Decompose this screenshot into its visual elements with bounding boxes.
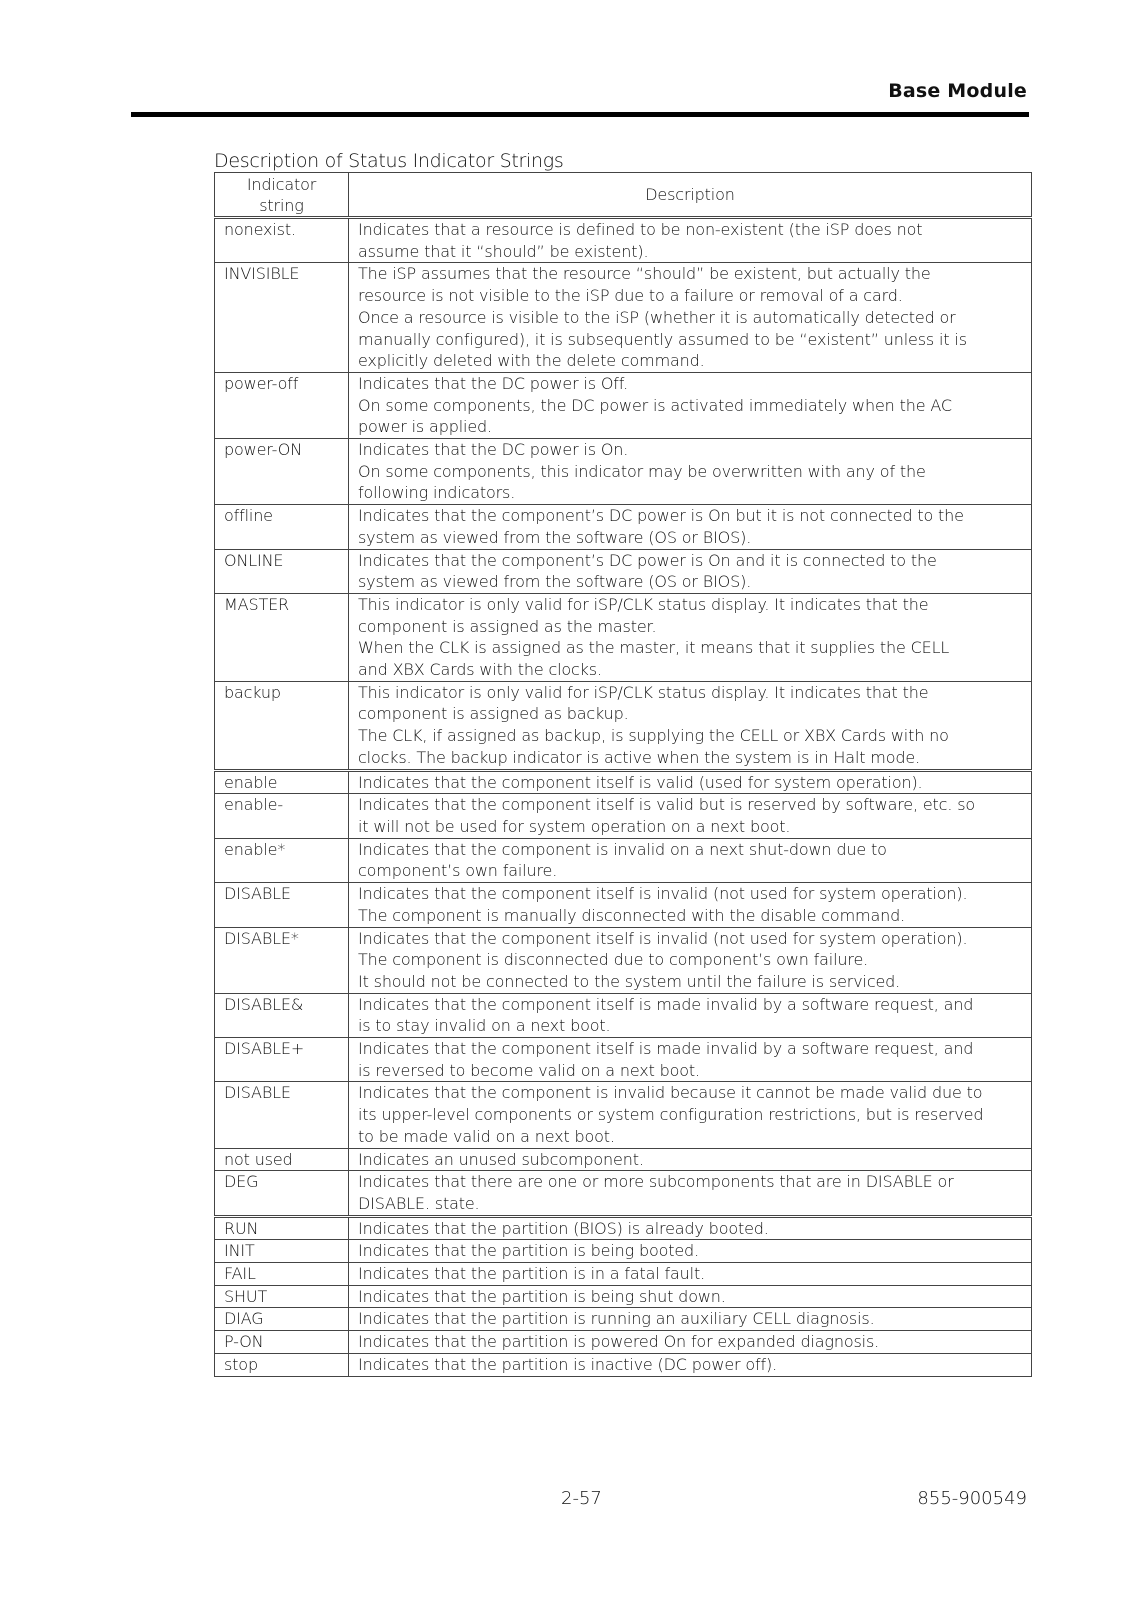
description-line: The CLK, if assigned as backup, is supplying the CELL or XBX Cards with no — [358, 726, 949, 746]
description-line: Indicates that a resource is defined to be non-existent (the iSP does not — [358, 220, 923, 239]
table-row — [215, 1216, 1032, 1240]
table-row — [215, 1148, 1032, 1171]
description-line: Indicates that the component itself is valid (used for system operation). — [358, 772, 923, 792]
description-cell — [349, 372, 1032, 438]
description-line: it will not be used for system operation on a next boot. — [358, 816, 791, 836]
indicator-cell: DISABLE* — [215, 927, 349, 993]
description-cell — [349, 1240, 1032, 1263]
description-line: power is applied. — [358, 417, 492, 437]
column-header-description: Description — [349, 173, 1032, 218]
indicator-cell: MASTER — [215, 593, 349, 681]
indicator-cell: stop — [215, 1353, 349, 1376]
description-line: Indicates that the partition is being shut down. — [358, 1286, 726, 1306]
table-row — [215, 1171, 1032, 1216]
column-header-indicator-line-1: Indicator — [246, 174, 317, 194]
description-cell — [349, 1308, 1032, 1331]
description-cell — [349, 263, 1032, 373]
description-cell — [349, 794, 1032, 838]
description-cell — [349, 1263, 1032, 1286]
table-row — [215, 794, 1032, 838]
indicator-cell: DISABLE — [215, 1082, 349, 1148]
indicator-cell: enable- — [215, 794, 349, 838]
description-line: Indicates that the partition is being booted. — [358, 1241, 700, 1261]
description-cell — [349, 439, 1032, 505]
table-row — [215, 1353, 1032, 1376]
description-line: Indicates that the component’s DC power is On and it is connected to the — [358, 550, 937, 570]
indicator-cell: power-ON — [215, 439, 349, 505]
indicator-cell: nonexist. — [215, 218, 349, 263]
table-row — [215, 1285, 1032, 1308]
indicator-cell: P-ON — [215, 1331, 349, 1354]
description-line: Indicates that the component itself is made invalid by a software request, and — [358, 994, 974, 1014]
header-title: Base Module — [888, 80, 1027, 102]
description-line: assume that it “should” be existent). — [358, 241, 649, 261]
table-row — [215, 263, 1032, 373]
description-line: Indicates that the component itself is invalid (not used for system operation). — [358, 884, 968, 904]
table-header-row — [215, 173, 1032, 218]
table-row — [215, 1308, 1032, 1331]
description-cell — [349, 838, 1032, 882]
description-cell — [349, 1285, 1032, 1308]
indicator-cell: DIAG — [215, 1308, 349, 1331]
indicator-cell: RUN — [215, 1216, 349, 1240]
description-line: Indicates that the component is invalid because it cannot be made valid due to — [358, 1083, 983, 1103]
description-line: Indicates that the partition is running an auxiliary CELL diagnosis. — [358, 1309, 875, 1329]
description-line: Indicates that the component itself is invalid (not used for system operation). — [358, 928, 968, 948]
description-line: When the CLK is assigned as the master, it means that it supplies the CELL — [358, 638, 950, 658]
table-caption: Description of Status Indicator Strings — [214, 150, 564, 172]
description-line: clocks. The backup indicator is active when the system is in Halt mode. — [358, 747, 921, 767]
description-line: It should not be connected to the system until the failure is serviced. — [358, 971, 901, 991]
table-row — [215, 505, 1032, 549]
description-cell — [349, 1082, 1032, 1148]
description-line: to be made valid on a next boot. — [358, 1126, 615, 1146]
column-header-indicator — [215, 173, 349, 218]
description-cell — [349, 1148, 1032, 1171]
indicator-cell: enable — [215, 770, 349, 794]
description-cell — [349, 681, 1032, 770]
description-line: component is assigned as backup. — [358, 704, 629, 724]
description-cell — [349, 993, 1032, 1037]
indicator-cell: DISABLE& — [215, 993, 349, 1037]
table-row — [215, 593, 1032, 681]
description-cell — [349, 1216, 1032, 1240]
description-cell — [349, 1171, 1032, 1216]
column-header-indicator-line-2: string — [259, 195, 304, 215]
description-line: resource is not visible to the iSP due to a failure or removal of a card. — [358, 286, 903, 306]
description-cell — [349, 505, 1032, 549]
description-line: system as viewed from the software (OS or BIOS). — [358, 572, 752, 592]
description-line: is reversed to become valid on a next boot. — [358, 1060, 700, 1080]
table-row — [215, 549, 1032, 593]
indicator-cell: DISABLE — [215, 883, 349, 927]
description-line: Indicates that the component’s DC power is On but it is not connected to the — [358, 506, 964, 526]
description-cell — [349, 1038, 1032, 1082]
indicator-cell: enable* — [215, 838, 349, 882]
description-line: Indicates that the partition (BIOS) is already booted. — [358, 1218, 769, 1238]
description-cell — [349, 1353, 1032, 1376]
table-row — [215, 1240, 1032, 1263]
description-line: Indicates that the partition is in a fatal fault. — [358, 1264, 706, 1284]
indicator-cell: power-off — [215, 372, 349, 438]
description-line: Indicates that the DC power is Off. — [358, 373, 629, 393]
description-line: system as viewed from the software (OS or BIOS). — [358, 527, 752, 547]
description-cell — [349, 218, 1032, 263]
indicator-cell: SHUT — [215, 1285, 349, 1308]
description-line: its upper-level components or system configuration restrictions, but is reserved — [358, 1105, 984, 1125]
table-row — [215, 993, 1032, 1037]
description-line: Indicates that the partition is inactive (DC power off). — [358, 1354, 778, 1374]
description-line: component’s own failure. — [358, 861, 558, 881]
description-line: Indicates that the partition is powered On for expanded diagnosis. — [358, 1332, 880, 1352]
document-number: 855-900549 — [917, 1488, 1027, 1509]
table-body — [215, 218, 1032, 1377]
table-row — [215, 218, 1032, 263]
indicator-cell: backup — [215, 681, 349, 770]
description-line: The component is disconnected due to component’s own failure. — [358, 950, 869, 970]
description-line: Indicates that there are one or more subcomponents that are in DISABLE or — [358, 1172, 954, 1192]
description-line: This indicator is only valid for iSP/CLK status display. It indicates that the — [358, 594, 929, 614]
table-row — [215, 1038, 1032, 1082]
header-rule — [131, 112, 1029, 117]
description-line: On some components, the DC power is activated immediately when the AC — [358, 395, 952, 415]
description-line: Once a resource is visible to the iSP (whether it is automatically detected or — [358, 307, 956, 327]
description-line: manually configured), it is subsequently assumed to be “existent” unless it is — [358, 329, 967, 349]
description-cell — [349, 770, 1032, 794]
description-line: Indicates that the DC power is On. — [358, 440, 629, 460]
indicator-cell: INIT — [215, 1240, 349, 1263]
description-line: component is assigned as the master. — [358, 616, 657, 636]
table-row — [215, 927, 1032, 993]
indicator-cell: DEG — [215, 1171, 349, 1216]
description-cell — [349, 883, 1032, 927]
status-indicator-table — [214, 172, 1032, 1377]
description-line: explicitly deleted with the delete command. — [358, 351, 705, 371]
description-cell — [349, 549, 1032, 593]
description-line: and XBX Cards with the clocks. — [358, 660, 602, 680]
indicator-cell: DISABLE+ — [215, 1038, 349, 1082]
description-line: This indicator is only valid for iSP/CLK status display. It indicates that the — [358, 682, 929, 702]
table-row — [215, 372, 1032, 438]
description-line: On some components, this indicator may be overwritten with any of the — [358, 461, 926, 481]
description-line: The component is manually disconnected with the disable command. — [358, 905, 906, 925]
indicator-cell: not used — [215, 1148, 349, 1171]
table-row — [215, 883, 1032, 927]
table-row — [215, 770, 1032, 794]
indicator-cell: INVISIBLE — [215, 263, 349, 373]
table-row — [215, 439, 1032, 505]
description-line: Indicates that the component itself is valid but is reserved by software, etc. so — [358, 795, 976, 815]
description-cell — [349, 1331, 1032, 1354]
indicator-cell: ONLINE — [215, 549, 349, 593]
table-row — [215, 1331, 1032, 1354]
description-cell — [349, 593, 1032, 681]
description-line: Indicates that the component itself is made invalid by a software request, and — [358, 1039, 974, 1059]
indicator-cell: FAIL — [215, 1263, 349, 1286]
page-number: 2-57 — [561, 1488, 602, 1509]
description-line: The iSP assumes that the resource “should” be existent, but actually the — [358, 264, 931, 284]
description-line: is to stay invalid on a next boot. — [358, 1016, 611, 1036]
table-row — [215, 838, 1032, 882]
table-row — [215, 681, 1032, 770]
description-cell — [349, 927, 1032, 993]
indicator-cell: offline — [215, 505, 349, 549]
description-line: Indicates an unused subcomponent. — [358, 1149, 644, 1169]
description-line: following indicators. — [358, 483, 516, 503]
table-row — [215, 1082, 1032, 1148]
description-line: Indicates that the component is invalid on a next shut-down due to — [358, 839, 887, 859]
table-row — [215, 1263, 1032, 1286]
description-line: DISABLE. state. — [358, 1193, 480, 1213]
